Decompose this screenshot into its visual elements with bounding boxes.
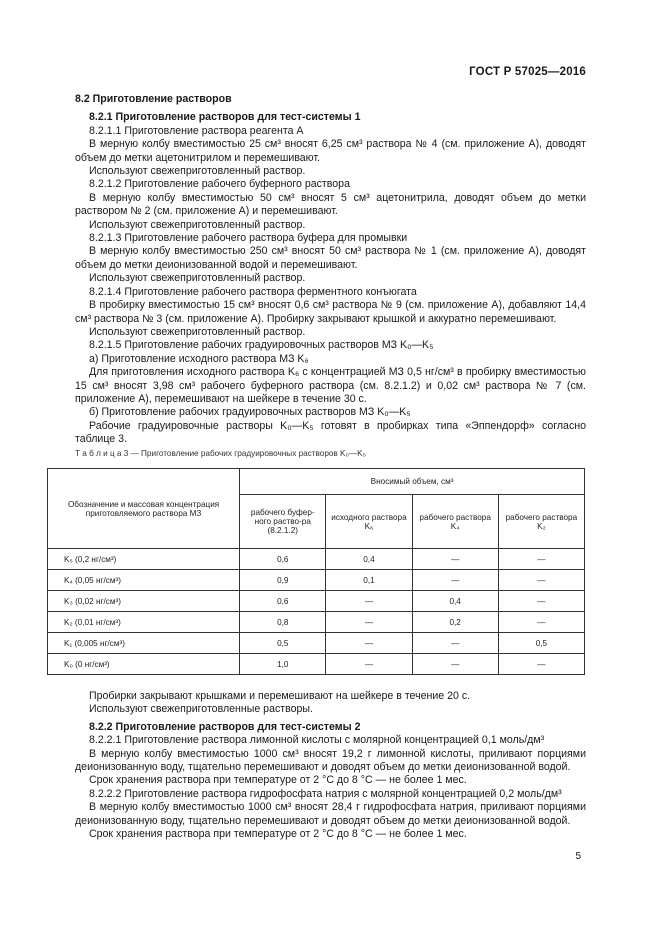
table-header-stock: исходного раствора K₆: [326, 495, 412, 549]
paragraph: Пробирки закрывают крышками и перемешивают на шейкере в течение 20 с.: [89, 690, 471, 702]
subsection-title-2: 8.2.2 Приготовление растворов для тест-системы 2: [89, 720, 361, 733]
cell: —: [498, 570, 584, 591]
paragraph: Для приготовления исходного раствора K₆ с концентрацией МЗ 0,5 нг/см³ в пробирку вместимостью 15 см³ вносят 3,98 см³ рабочего буферного раствора (см. 8.2.1.2) и 0,02 см³ раствора № 7 (см. приложение А), перемешивают на шейкере в течение 30 с.: [75, 366, 586, 405]
cell: 0,6: [240, 591, 326, 612]
page-number: 5: [575, 851, 581, 862]
cell: —: [498, 591, 584, 612]
cell: 0,9: [240, 570, 326, 591]
table-row: [48, 633, 585, 654]
paragraph: Используют свежеприготовленный раствор.: [89, 165, 306, 178]
cell: —: [412, 549, 498, 570]
cell: —: [498, 654, 584, 675]
cell: 0,4: [412, 591, 498, 612]
subsection-title-1: 8.2.1 Приготовление растворов для тест-системы 1: [89, 111, 361, 124]
paragraph: В мерную колбу вместимостью 1000 см³ вносят 28,4 г гидрофосфата натрия, приливают порциями деионизованную воду, тщательно перемешивают и доводят объем до метки деионизованной водой.: [75, 801, 586, 827]
table-header-volume: Вносимый объем, см³: [240, 469, 585, 495]
section-content: [75, 93, 586, 460]
paragraph: 8.2.1.4 Приготовление рабочего раствора ферментного конъюгата: [89, 285, 417, 298]
paragraph: 8.2.1.5 Приготовление рабочих градуировочных растворов МЗ K₀—K₅: [89, 339, 434, 352]
paragraph: 8.2.2.1 Приготовление раствора лимонной кислоты с молярной концентрацией 0,1 моль/дм³: [89, 734, 545, 747]
cell: 0,5: [240, 633, 326, 654]
row-label: K₅ (0,2 нг/см³): [48, 549, 240, 570]
paragraph: Используют свежеприготовленный раствор.: [89, 218, 306, 231]
paragraph: б) Приготовление рабочих градуировочных растворов МЗ K₀—K₅: [89, 406, 411, 419]
document-id: ГОСТ Р 57025—2016: [469, 66, 586, 78]
calibration-table: [47, 468, 585, 675]
paragraph: 8.2.1.1 Приготовление раствора реагента А: [89, 124, 304, 137]
table-row: [48, 549, 585, 570]
cell: 1,0: [240, 654, 326, 675]
paragraph: В мерную колбу вместимостью 25 см³ вносят 6,25 см³ раствора № 4 (см. приложение А), доводят объем до метки ацетонитрилом и перемешивают.: [75, 138, 586, 164]
row-label: K₃ (0,02 нг/см³): [48, 591, 240, 612]
section-title: 8.2 Приготовление растворов: [75, 93, 232, 105]
paragraph: В пробирку вместимостью 15 см³ вносят 0,6 см³ раствора № 9 (см. приложение А), добавляют 14,4 см³ раствора № 3 (см. приложение А). Пробирку закрывают крышкой и аккуратно перемешивают.: [75, 299, 586, 325]
cell: —: [498, 549, 584, 570]
row-label: K₁ (0,005 нг/см³): [48, 633, 240, 654]
cell: 0,1: [326, 570, 412, 591]
cell: —: [326, 633, 412, 654]
cell: —: [412, 633, 498, 654]
paragraph: Используют свежеприготовленный раствор.: [89, 272, 306, 285]
section-content-after-table: [75, 690, 586, 841]
cell: —: [326, 612, 412, 633]
cell: 0,8: [240, 612, 326, 633]
cell: —: [326, 654, 412, 675]
paragraph: Используют свежеприготовленные растворы.: [89, 703, 313, 716]
table-caption: Т а б л и ц а 3 — Приготовление рабочих градуировочных растворов K₀—K₅: [75, 448, 366, 458]
paragraph: В мерную колбу вместимостью 50 см³ вносят 5 см³ ацетонитрила, доводят объем до метки раствором № 2 (см. приложение А) и перемешивают.: [75, 191, 586, 218]
paragraph: а) Приготовление исходного раствора МЗ K₆: [89, 352, 309, 365]
table-row: [48, 591, 585, 612]
table-header-buffer: рабочего буфер-ного раство-ра (8.2.1.2): [240, 495, 326, 549]
paragraph: В мерную колбу вместимостью 1000 см³ вносят 19,2 г лимонной кислоты, приливают порциями деионизованную воду, тщательно перемешивают и доводят объем до метки деионизованной водой.: [75, 747, 586, 774]
cell: 0,4: [326, 549, 412, 570]
paragraph: Используют свежеприготовленный раствор.: [89, 325, 306, 338]
table-header-k2: рабочего раствора K₂: [498, 495, 584, 549]
paragraph: В мерную колбу вместимостью 250 см³ вносят 50 см³ раствора № 1 (см. приложение А), доводят объем до метки деионизованной водой и перемешивают.: [75, 245, 586, 271]
row-label: K₀ (0 нг/см³): [48, 654, 240, 675]
cell: 0,6: [240, 549, 326, 570]
paragraph: 8.2.1.2 Приготовление рабочего буферного раствора: [89, 178, 350, 191]
table-row: [48, 654, 585, 675]
table-header-k4: рабочего раствора K₄: [412, 495, 498, 549]
cell: —: [498, 612, 584, 633]
paragraph: 8.2.2.2 Приготовление раствора гидрофосфата натрия с молярной концентрацией 0,2 моль/дм³: [89, 787, 562, 800]
paragraph: 8.2.1.3 Приготовление рабочего раствора буфера для промывки: [89, 232, 408, 245]
row-label: K₄ (0,05 нг/см³): [48, 570, 240, 591]
cell: 0,5: [498, 633, 584, 654]
paragraph: Рабочие градуировочные растворы K₀—K₅ готовят в пробирках типа «Эппендорф» согласно таблице 3.: [75, 419, 586, 446]
table-row: [48, 612, 585, 633]
cell: —: [326, 591, 412, 612]
cell: 0,2: [412, 612, 498, 633]
cell: —: [412, 654, 498, 675]
cell: —: [412, 570, 498, 591]
paragraph: Срок хранения раствора при температуре от 2 °С до 8 °С — не более 1 мес.: [89, 828, 467, 841]
row-label: K₂ (0,01 нг/см³): [48, 612, 240, 633]
paragraph: Срок хранения раствора при температуре от 2 °С до 8 °С — не более 1 мес.: [89, 774, 467, 787]
table-header-designation: Обозначение и массовая концентрация приготовляемого раствора МЗ: [48, 469, 240, 549]
table-row: [48, 570, 585, 591]
